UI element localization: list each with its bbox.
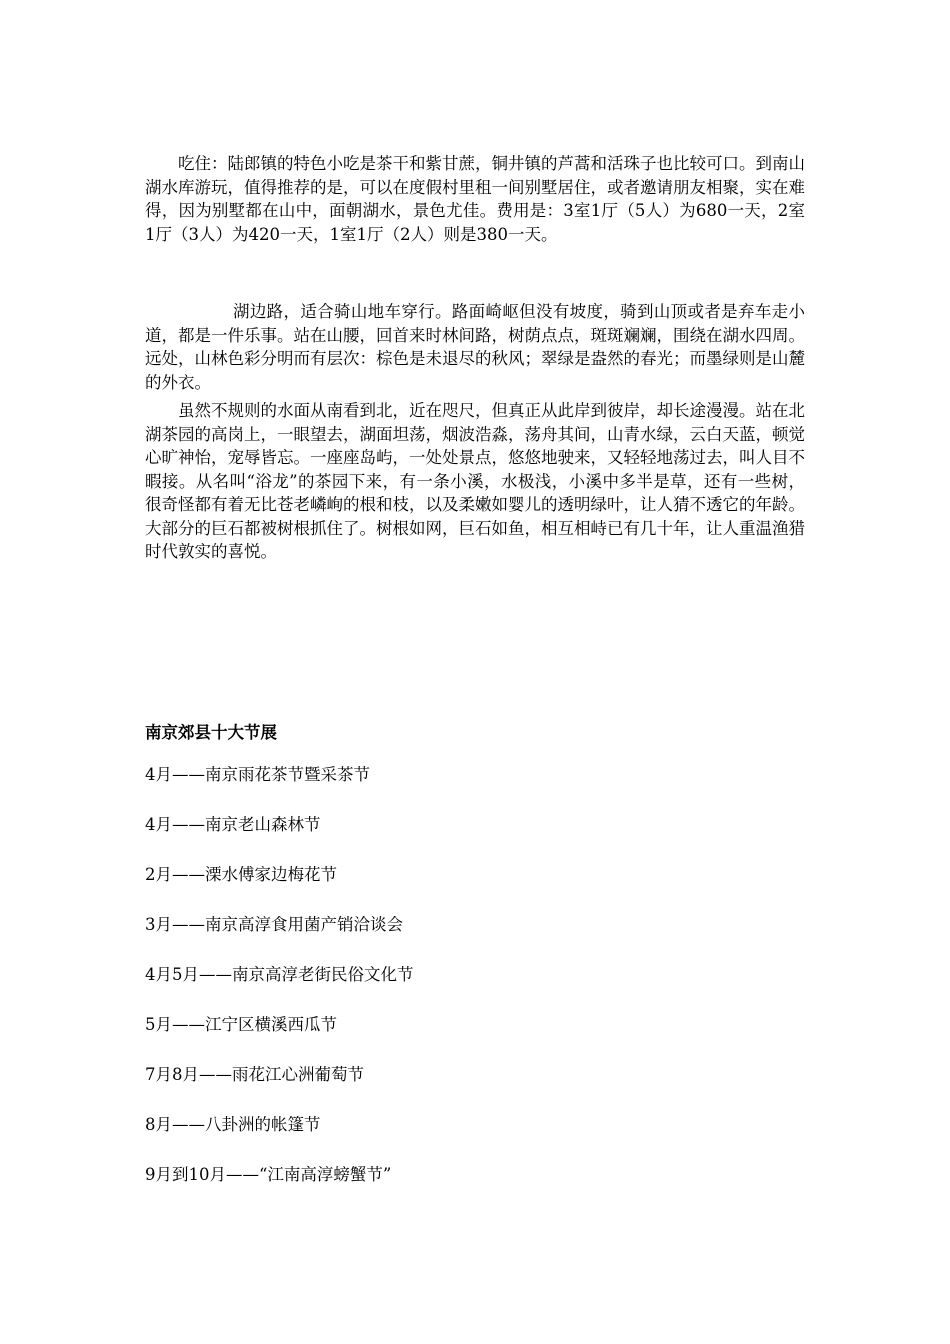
festival-item: 4月——南京老山森林节 xyxy=(145,815,321,834)
festival-item: 3月——南京高淳食用菌产销洽谈会 xyxy=(145,915,403,934)
festival-item: 4月5月——南京高淳老街民俗文化节 xyxy=(145,965,414,984)
festivals-heading: 南京郊县十大节展 xyxy=(145,723,277,742)
paragraph-lake-scenery: 虽然不规则的水面从南看到北，近在咫尺，但真正从此岸到彼岸，却长途漫漫。站在北湖茶园的高岗上，一眼望去，湖面坦荡，烟波浩淼，荡舟其间，山青水绿，云白天蓝，顿觉心旷神怡，宠辱皆忘。一座座岛屿，一处处景点，悠悠地驶来，又轻轻地荡过去，叫人目不暇接。从名叫“浴龙”的茶园下来，有一条小溪，水极浅，小溪中多半是草，还有一些树，很奇怪都有着无比苍老嶙峋的根和枝，以及柔嫩如婴儿的透明绿叶，让人猜不透它的年龄。大部分的巨石都被树根抓住了。树根如网，巨石如鱼，相互相峙已有几十年，让人重温渔猎时代敦实的喜悦。 xyxy=(145,401,805,561)
festival-list xyxy=(145,765,414,1215)
paragraph-food-lodging: 吃住：陆郎镇的特色小吃是茶干和紫甘蔗，铜井镇的芦蒿和活珠子也比较可口。到南山湖水库游玩，值得推荐的是，可以在度假村里租一间别墅居住，或者邀请朋友相聚，实在难得，因为别墅都在山中，面朝湖水，景色尤佳。费用是：3室1厅（5人）为680一天，2室1厅（3人）为420一天，1室1厅（2人）则是380一天。 xyxy=(145,154,805,244)
festival-item: 4月——南京雨花茶节暨采茶节 xyxy=(145,765,370,784)
festival-item: 2月——溧水傅家边梅花节 xyxy=(145,865,337,884)
festival-item: 8月——八卦洲的帐篷节 xyxy=(145,1115,321,1134)
paragraph-lakeside-road: 湖边路，适合骑山地车穿行。路面崎岖但没有坡度，骑到山顶或者是弃车走小道，都是一件乐事。站在山腰，回首来时林间路，树荫点点，斑斑斓斓，围绕在湖水四周。远处，山林色彩分明而有层次：棕色是未退尽的秋风；翠绿是盎然的春光；而墨绿则是山麓的外衣。 xyxy=(145,302,805,392)
festival-item: 9月到10月——“江南高淳螃蟹节” xyxy=(145,1165,392,1184)
festival-item: 7月8月——雨花江心洲葡萄节 xyxy=(145,1065,364,1084)
festival-item: 5月——江宁区横溪西瓜节 xyxy=(145,1015,337,1034)
